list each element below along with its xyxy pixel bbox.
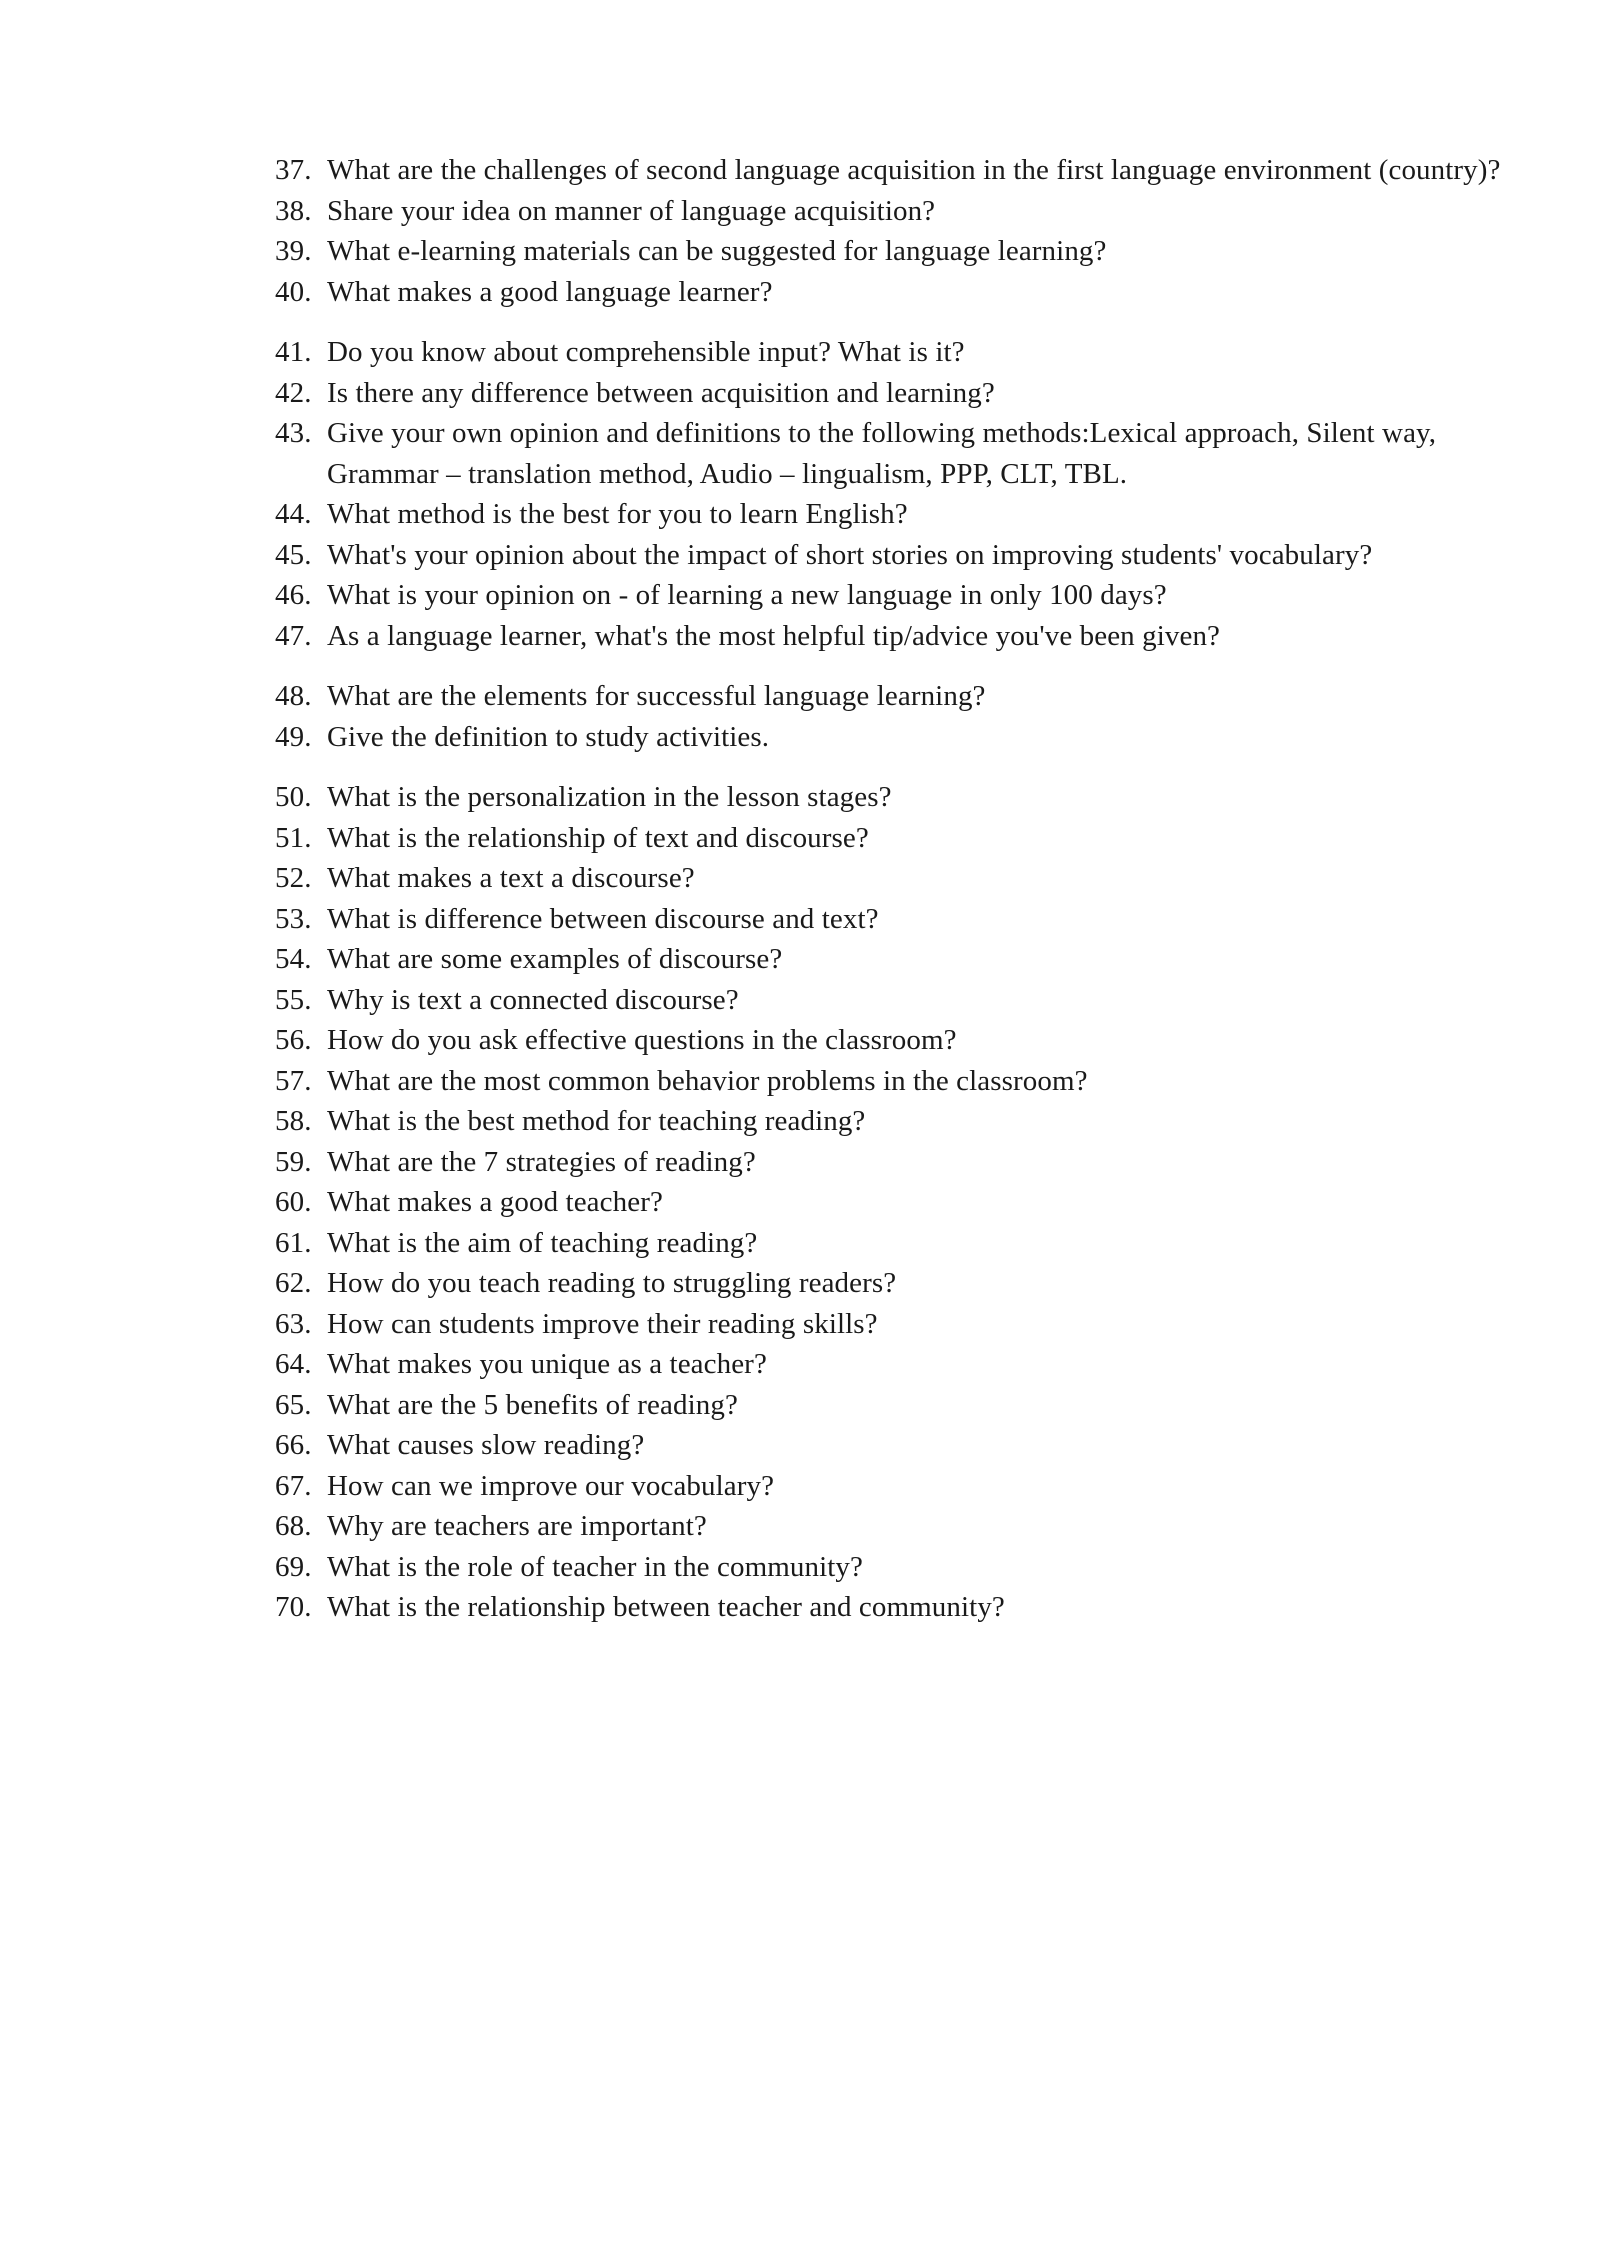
list-item — [275, 1142, 1515, 1183]
list-item — [275, 1547, 1515, 1588]
list-item — [275, 1304, 1515, 1345]
question-number: 44. — [275, 498, 312, 530]
question-text: What are the challenges of second language acquisition in the first language environment (country)? — [327, 154, 1501, 186]
question-number: 38. — [275, 194, 312, 227]
list-item — [275, 535, 1515, 576]
question-text: Why is text a connected discourse? — [327, 983, 739, 1016]
question-text: How can we improve our vocabulary? — [327, 1469, 775, 1502]
question-text: What makes a good language learner? — [327, 275, 773, 308]
question-number: 48. — [275, 680, 312, 712]
list-item — [275, 777, 1515, 818]
list-item — [275, 818, 1515, 859]
question-number: 43. — [275, 417, 312, 449]
question-number: 49. — [275, 720, 312, 753]
question-number: 46. — [275, 579, 312, 611]
question-text: What is the personalization in the lesson stages? — [327, 781, 892, 813]
question-text: What method is the best for you to learn English? — [327, 498, 908, 530]
question-number: 67. — [275, 1469, 312, 1502]
question-text: Share your idea on manner of language acquisition? — [327, 194, 936, 227]
question-number: 57. — [275, 1064, 312, 1097]
question-text: What makes you unique as a teacher? — [327, 1348, 767, 1380]
question-text: Why are teachers are important? — [327, 1510, 707, 1542]
question-text: Do you know about comprehensible input? What is it? — [327, 336, 965, 368]
question-text: What makes a good teacher? — [327, 1186, 663, 1218]
list-item — [275, 272, 1515, 313]
question-text: What are the elements for successful language learning? — [327, 680, 986, 712]
question-number: 42. — [275, 376, 312, 409]
list-item — [275, 980, 1515, 1021]
question-text: What's your opinion about the impact of short stories on improving students' vocabulary? — [327, 538, 1373, 571]
list-item — [275, 231, 1515, 272]
question-number: 54. — [275, 943, 312, 975]
list-item — [275, 1506, 1515, 1547]
question-number: 60. — [275, 1186, 312, 1218]
question-number: 61. — [275, 1226, 312, 1259]
question-number: 47. — [275, 619, 312, 652]
list-item — [275, 150, 1515, 191]
question-number: 41. — [275, 336, 312, 368]
list-item — [275, 1425, 1515, 1466]
list-item — [275, 1223, 1515, 1264]
question-text: Is there any difference between acquisition and learning? — [327, 376, 995, 409]
question-text: What causes slow reading? — [327, 1429, 645, 1461]
question-text: What are the 7 strategies of reading? — [327, 1145, 756, 1178]
list-item — [275, 1587, 1515, 1628]
question-text: As a language learner, what's the most helpful tip/advice you've been given? — [327, 619, 1221, 652]
question-text: What is the best method for teaching reading? — [327, 1105, 866, 1137]
question-number: 53. — [275, 902, 312, 935]
question-number: 62. — [275, 1267, 312, 1299]
list-item — [275, 1020, 1515, 1061]
question-text: What is the role of teacher in the community? — [327, 1550, 863, 1583]
question-number: 70. — [275, 1591, 312, 1623]
question-number: 55. — [275, 983, 312, 1016]
question-text: Give your own opinion and definitions to the following methods:Lexical approach, Silent way, Grammar – translation method, Audio – lingualism, PPP, CLT, TBL. — [327, 417, 1437, 490]
list-item — [275, 191, 1515, 232]
question-number: 50. — [275, 781, 312, 813]
list-item — [275, 717, 1515, 758]
list-item — [275, 939, 1515, 980]
question-number: 69. — [275, 1550, 312, 1583]
question-text: What is the aim of teaching reading? — [327, 1226, 758, 1259]
list-item — [275, 858, 1515, 899]
list-item — [275, 575, 1515, 616]
list-item — [275, 494, 1515, 535]
question-text: What is the relationship of text and discourse? — [327, 821, 869, 854]
question-number: 40. — [275, 275, 312, 308]
question-number: 63. — [275, 1307, 312, 1340]
list-item — [275, 1101, 1515, 1142]
list-item — [275, 332, 1515, 373]
question-text: What are the 5 benefits of reading? — [327, 1388, 738, 1421]
question-text: What is your opinion on - of learning a new language in only 100 days? — [327, 579, 1167, 611]
question-number: 68. — [275, 1510, 312, 1542]
question-text: What is the relationship between teacher and community? — [327, 1591, 1005, 1623]
question-text: How can students improve their reading skills? — [327, 1307, 878, 1340]
question-number: 52. — [275, 862, 312, 894]
list-item — [275, 616, 1515, 657]
list-item — [275, 1182, 1515, 1223]
list-item — [275, 1466, 1515, 1507]
question-text: How do you ask effective questions in the classroom? — [327, 1024, 957, 1056]
list-item — [275, 899, 1515, 940]
question-number: 58. — [275, 1105, 312, 1137]
question-number: 56. — [275, 1024, 312, 1056]
question-text: What is difference between discourse and text? — [327, 902, 879, 935]
list-item — [275, 413, 1515, 494]
question-number: 39. — [275, 235, 312, 267]
question-text: What e-learning materials can be suggested for language learning? — [327, 235, 1107, 267]
question-number: 45. — [275, 538, 312, 571]
question-number: 59. — [275, 1145, 312, 1178]
list-item — [275, 373, 1515, 414]
question-text: What makes a text a discourse? — [327, 862, 695, 894]
question-number: 37. — [275, 154, 312, 186]
question-text: How do you teach reading to struggling readers? — [327, 1267, 897, 1299]
list-item — [275, 676, 1515, 717]
question-number: 65. — [275, 1388, 312, 1421]
list-item — [275, 1385, 1515, 1426]
list-item — [275, 1344, 1515, 1385]
question-list — [275, 150, 1515, 1628]
question-number: 66. — [275, 1429, 312, 1461]
question-number: 51. — [275, 821, 312, 854]
question-text: What are some examples of discourse? — [327, 943, 783, 975]
question-text: Give the definition to study activities. — [327, 720, 770, 753]
list-item — [275, 1061, 1515, 1102]
question-number: 64. — [275, 1348, 312, 1380]
list-item — [275, 1263, 1515, 1304]
question-text: What are the most common behavior problems in the classroom? — [327, 1064, 1088, 1097]
